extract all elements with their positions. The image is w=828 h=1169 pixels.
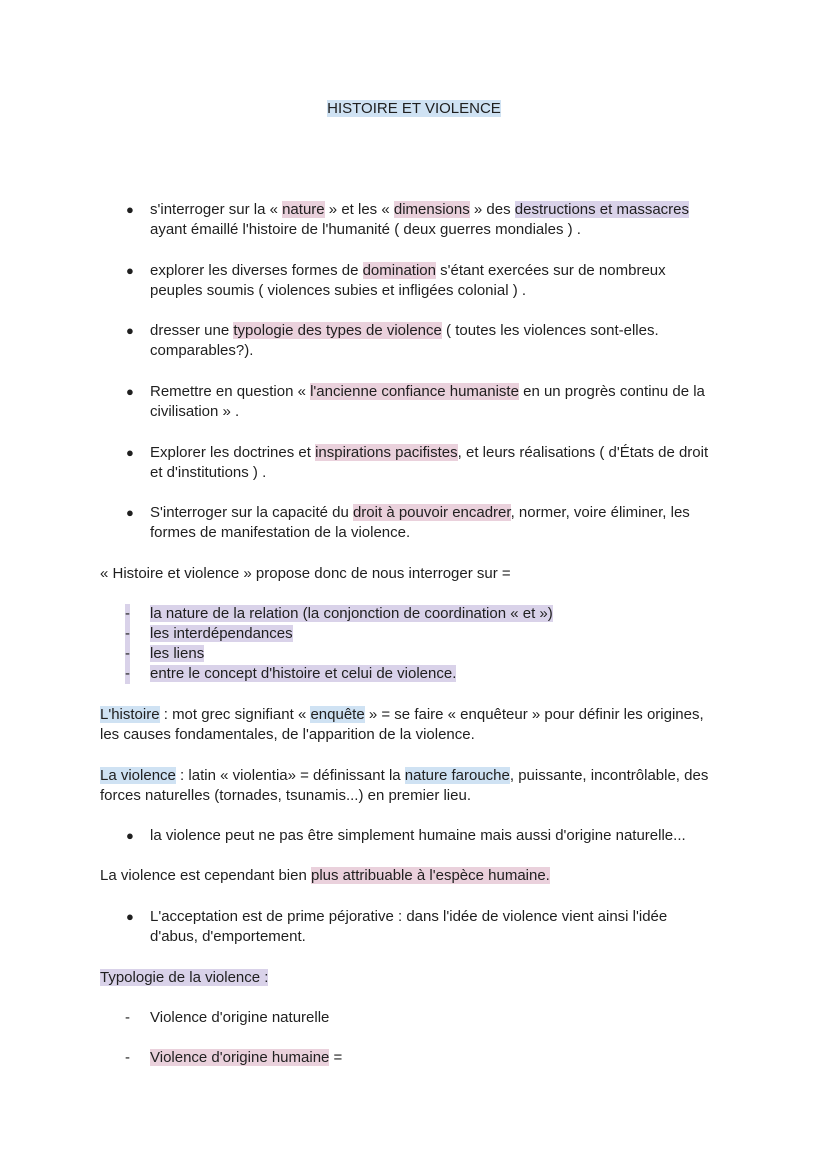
bullet-icon: ●: [126, 505, 134, 520]
list-item: - les liens: [125, 645, 205, 662]
dash-list: [125, 604, 740, 684]
intro-paragraph: « Histoire et violence » propose donc de nous interroger sur =: [100, 565, 511, 582]
typologie-heading: Typologie de la violence :: [100, 969, 269, 986]
bullet-icon: ●: [126, 828, 134, 843]
page-title: HISTOIRE ET VIOLENCE: [327, 100, 501, 117]
list-item: - les interdépendances: [125, 625, 293, 642]
list-item: ● explorer les diverses formes de domination s'étant exercées sur de nombreux peuples soumis ( violences subies et infligées colonial ) .: [126, 262, 666, 299]
violence-definition: La violence : latin « violentia» = définissant la nature farouche, puissante, incontrôlable, des forces naturelles (tornades, tsunamis...) en premier lieu.: [100, 767, 709, 804]
bullet-icon: ●: [126, 323, 134, 338]
list-item: ● dresser une typologie des types de violence ( toutes les violences sont-elles. comparables?).: [126, 322, 659, 359]
bullet-icon: ●: [126, 263, 134, 278]
list-item: - la nature de la relation (la conjonction de coordination « et »): [125, 605, 553, 622]
list-item: ● Explorer les doctrines et inspirations pacifistes, et leurs réalisations ( d'États de droit et d'institutions ) .: [126, 444, 709, 481]
list-item: - Violence d'origine naturelle: [125, 1009, 330, 1026]
bullet-icon: ●: [126, 909, 134, 924]
bullet-icon: ●: [126, 445, 134, 460]
attribuable-paragraph: La violence est cependant bien plus attribuable à l'espèce humaine.: [100, 867, 550, 884]
list-item: ● s'interroger sur la « nature » et les « dimensions » des destructions et massacres ayant émaillé l'histoire de l'humanité ( deux guerres mondiales ) .: [126, 201, 690, 238]
list-item: ● L'acceptation est de prime péjorative : dans l'idée de violence vient ainsi l'idée d'abus, d'emportement.: [126, 908, 668, 945]
bullet-icon: ●: [126, 202, 134, 217]
list-item: ● S'interroger sur la capacité du droit à pouvoir encadrer, normer, voire éliminer, les formes de manifestation de la violence.: [126, 504, 690, 541]
list-item: ● la violence peut ne pas être simplement humaine mais aussi d'origine naturelle...: [126, 827, 686, 844]
list-item: - Violence d'origine humaine =: [125, 1049, 343, 1066]
list-item: - entre le concept d'histoire et celui de violence.: [125, 665, 457, 682]
list-item: ● Remettre en question « l'ancienne confiance humaniste en un progrès continu de la civilisation » .: [126, 383, 705, 420]
histoire-definition: L'histoire : mot grec signifiant « enquête » = se faire « enquêteur » pour définir les origines, les causes fondamentales, de l'apparition de la violence.: [100, 706, 704, 743]
bullet-icon: ●: [126, 384, 134, 399]
